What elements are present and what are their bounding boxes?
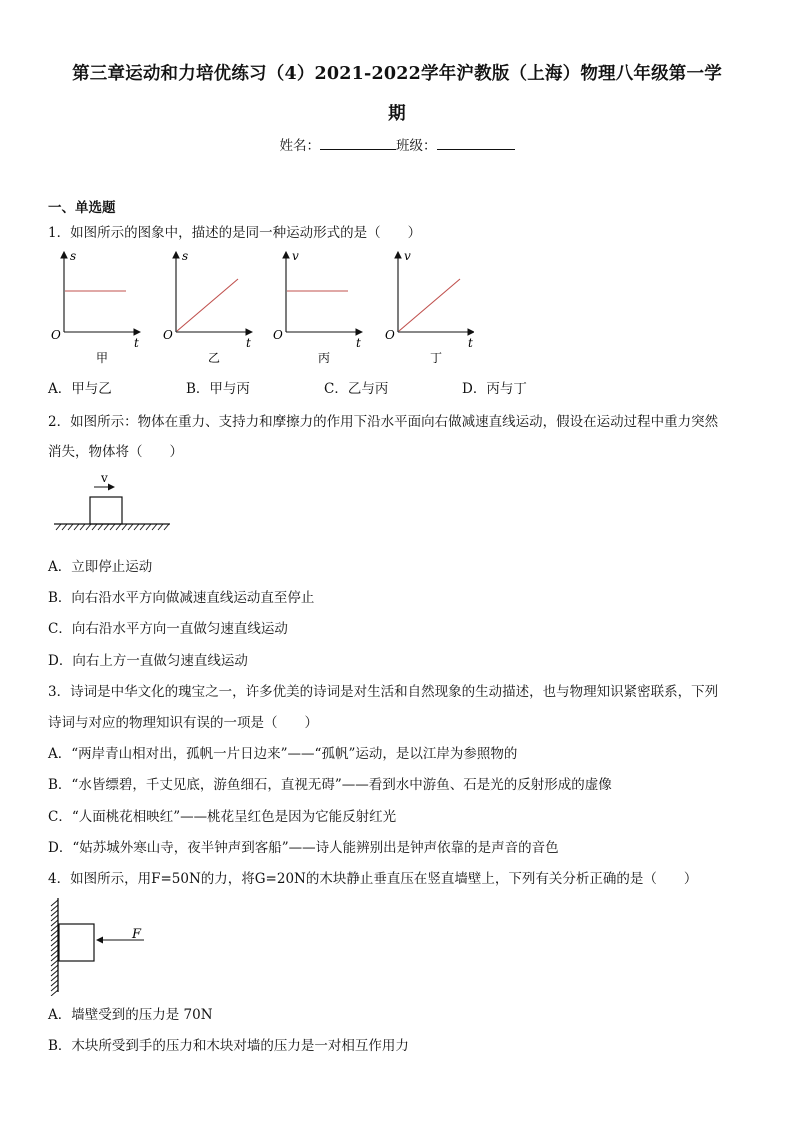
y-axis-label: v (292, 249, 299, 263)
y-axis-label: s (182, 249, 189, 263)
class-label: 班级： (396, 138, 437, 154)
hatch-stroke (62, 524, 67, 530)
origin-label: O (51, 328, 61, 342)
hatch-stroke (51, 990, 58, 996)
hatch-stroke (51, 965, 58, 971)
origin-label: O (163, 328, 173, 342)
hatch-stroke (51, 950, 58, 956)
hatch-stroke (86, 524, 91, 530)
q1-graph-1 (51, 249, 140, 365)
class-blank[interactable] (437, 136, 515, 150)
hatch-stroke (164, 524, 169, 530)
q1-graph-4 (385, 249, 474, 365)
q1-option-c[interactable]: C．乙与丙 (324, 381, 389, 397)
ground-hatching (56, 524, 169, 530)
graph-line-diagonal (399, 279, 460, 331)
q1-graphs-figure (44, 246, 474, 368)
q4-wall-figure (44, 896, 164, 996)
hatch-stroke (140, 524, 145, 530)
q2-block-figure (50, 468, 175, 538)
force-label: F (132, 927, 142, 942)
hatch-stroke (51, 980, 58, 986)
hatch-stroke (51, 930, 58, 936)
hatch-stroke (128, 524, 133, 530)
x-axis-label: t (134, 336, 139, 350)
hatch-stroke (68, 524, 73, 530)
q1-option-a[interactable]: A．甲与乙 (48, 381, 112, 397)
q3-stem-line-2: 诗词与对应的物理知识有误的一项是（ ） (48, 715, 318, 731)
hatch-stroke (80, 524, 85, 530)
q3-option-a[interactable]: A．“两岸青山相对出，孤帆一片日边来”——“孤帆”运动，是以江岸为参照物的 (48, 746, 518, 762)
hatch-stroke (51, 935, 58, 941)
q2-option-a[interactable]: A．立即停止运动 (48, 559, 153, 575)
section-heading: 一、单选题 (48, 200, 116, 216)
graph-caption: 乙 (208, 351, 221, 365)
x-axis-label: t (246, 336, 251, 350)
q4-option-b[interactable]: B．木块所受到手的压力和木块对墙的压力是一对相互作用力 (48, 1038, 409, 1054)
hatch-stroke (51, 975, 58, 981)
wall-hatching (51, 900, 58, 996)
wooden-block (59, 924, 94, 961)
hatch-stroke (98, 524, 103, 530)
q2-option-b[interactable]: B．向右沿水平方向做减速直线运动直至停止 (48, 590, 315, 606)
hatch-stroke (51, 985, 58, 991)
velocity-label: v (101, 471, 108, 485)
hatch-stroke (51, 905, 58, 911)
q1-option-d[interactable]: D．丙与丁 (462, 381, 527, 397)
hatch-stroke (152, 524, 157, 530)
hatch-stroke (122, 524, 127, 530)
hatch-stroke (51, 910, 58, 916)
name-label: 姓名： (279, 138, 320, 154)
q1-graph-3 (273, 249, 362, 365)
hatch-stroke (51, 960, 58, 966)
name-blank[interactable] (320, 136, 396, 150)
y-axis-label: v (404, 249, 411, 263)
hatch-stroke (51, 945, 58, 951)
moving-block (90, 497, 122, 524)
hatch-stroke (92, 524, 97, 530)
q1-stem: 1．如图所示的图象中，描述的是同一种运动形式的是（ ） (48, 225, 422, 241)
hatch-stroke (51, 925, 58, 931)
hatch-stroke (51, 920, 58, 926)
hatch-stroke (104, 524, 109, 530)
page-title-line-2: 期 (388, 104, 406, 124)
y-axis-label: s (70, 249, 77, 263)
hatch-stroke (51, 915, 58, 921)
hatch-stroke (134, 524, 139, 530)
x-axis-label: t (468, 336, 473, 350)
q2-stem-line-1: 2．如图所示：物体在重力、支持力和摩擦力的作用下沿水平面向右做减速直线运动，假设在运动过程中重力突然 (48, 414, 719, 430)
q3-stem-line-1: 3．诗词是中华文化的瑰宝之一，许多优美的诗词是对生活和自然现象的生动描述，也与物理知识紧密联系，下列 (48, 684, 719, 700)
hatch-stroke (110, 524, 115, 530)
graph-caption: 甲 (96, 351, 109, 365)
hatch-stroke (51, 970, 58, 976)
hatch-stroke (158, 524, 163, 530)
hatch-stroke (56, 524, 61, 530)
q4-stem: 4．如图所示，用F=50N的力，将G=20N的木块静止垂直压在竖直墙壁上，下列有关分析正确的是（ ） (48, 871, 698, 887)
x-axis-label: t (356, 336, 361, 350)
q1-option-b[interactable]: B．甲与丙 (186, 381, 250, 397)
hatch-stroke (74, 524, 79, 530)
hatch-stroke (51, 900, 58, 906)
hatch-stroke (51, 955, 58, 961)
q1-graph-2 (163, 249, 252, 365)
q3-option-c[interactable]: C．“人面桃花相映红”——桃花呈红色是因为它能反射红光 (48, 809, 397, 825)
q3-option-d[interactable]: D．“姑苏城外寒山寺，夜半钟声到客船”——诗人能辨别出是钟声依靠的是声音的音色 (48, 840, 559, 856)
hatch-stroke (116, 524, 121, 530)
graph-caption: 丙 (318, 351, 331, 365)
hatch-stroke (146, 524, 151, 530)
q2-option-c[interactable]: C．向右沿水平方向一直做匀速直线运动 (48, 621, 288, 637)
q2-option-d[interactable]: D．向右上方一直做匀速直线运动 (48, 653, 248, 669)
student-info-line (0, 134, 794, 154)
origin-label: O (385, 328, 395, 342)
q4-option-a[interactable]: A．墙壁受到的压力是 70N (48, 1007, 213, 1023)
hatch-stroke (51, 940, 58, 946)
q3-option-b[interactable]: B．“水皆缥碧，千丈见底，游鱼细石，直视无碍”——看到水中游鱼、石是光的反射形成的虚像 (48, 777, 612, 793)
q2-stem-line-2: 消失，物体将（ ） (48, 444, 183, 460)
origin-label: O (273, 328, 283, 342)
graph-line-diagonal (177, 279, 238, 331)
page-title-line-1: 第三章运动和力培优练习（4）2021-2022学年沪教版（上海）物理八年级第一学 (72, 64, 722, 84)
graph-caption: 丁 (430, 351, 443, 365)
